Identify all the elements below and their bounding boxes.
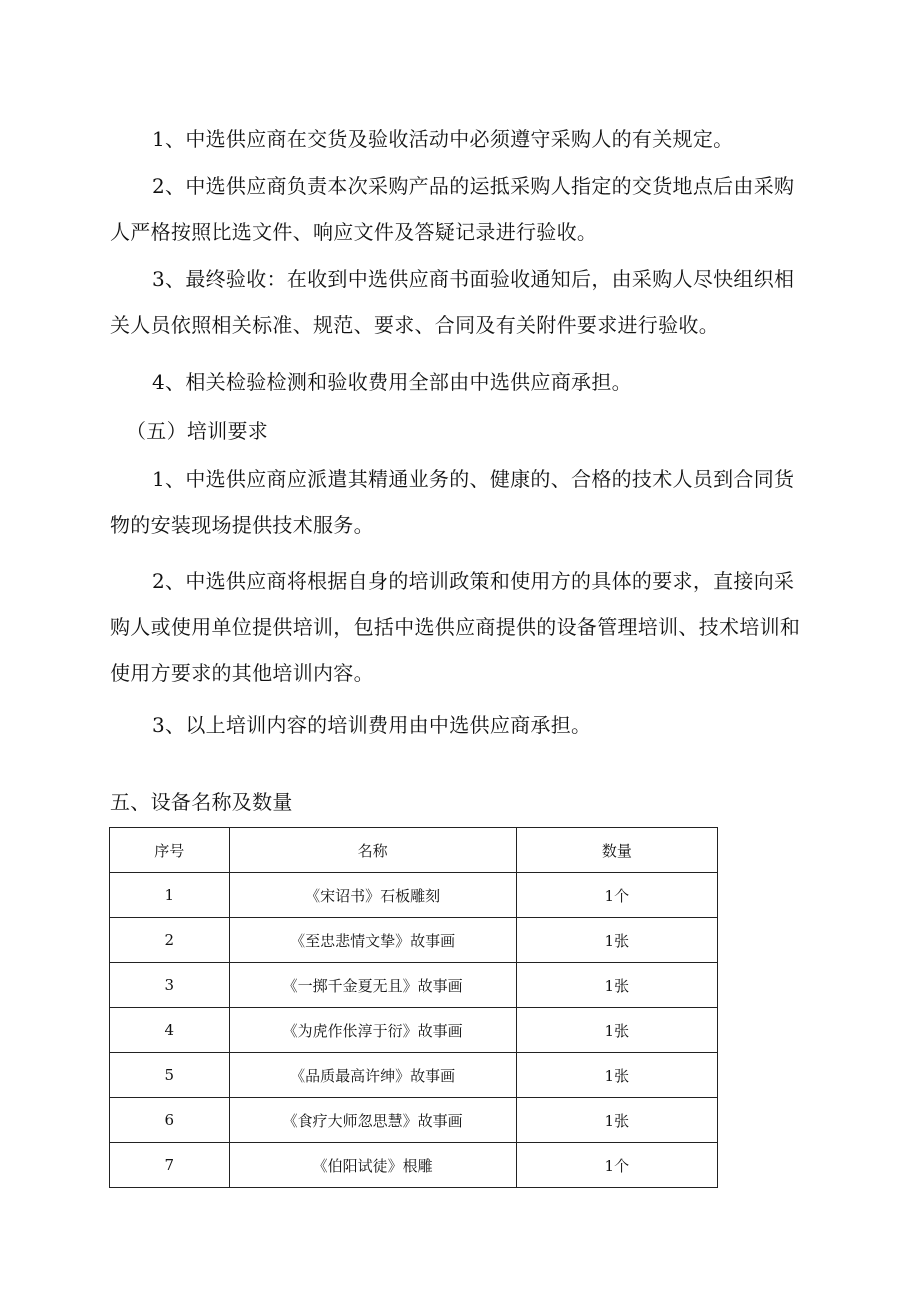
cell-quantity: 1张 <box>516 1053 717 1098</box>
header-serial-number: 序号 <box>110 828 230 873</box>
equipment-table <box>109 827 718 1188</box>
acceptance-clause-3: 3、最终验收：在收到中选供应商书面验收通知后，由采购人尽快组织相关人员依照相关标准、规范、要求、合同及有关附件要求进行验收。 <box>110 267 795 337</box>
table-row <box>110 963 718 1008</box>
acceptance-clause-2: 2、中选供应商负责本次采购产品的运抵采购人指定的交货地点后由采购人严格按照比选文件、响应文件及答疑记录进行验收。 <box>110 174 795 244</box>
acceptance-clause-4: 4、相关检验检测和验收费用全部由中选供应商承担。 <box>152 370 632 394</box>
table-header-row <box>110 828 718 873</box>
header-name: 名称 <box>229 828 516 873</box>
cell-quantity: 1张 <box>516 1098 717 1143</box>
cell-serial-number: 4 <box>110 1008 230 1053</box>
table-row <box>110 1053 718 1098</box>
header-quantity: 数量 <box>516 828 717 873</box>
table-row <box>110 918 718 963</box>
cell-serial-number: 1 <box>110 873 230 918</box>
cell-quantity: 1张 <box>516 963 717 1008</box>
cell-name: 《伯阳试徒》根雕 <box>229 1143 516 1188</box>
cell-serial-number: 5 <box>110 1053 230 1098</box>
training-clause-1: 1、中选供应商应派遣其精通业务的、健康的、合格的技术人员到合同货物的安装现场提供技术服务。 <box>110 467 795 537</box>
table-row <box>110 873 718 918</box>
cell-quantity: 1个 <box>516 1143 717 1188</box>
training-clause-3: 3、以上培训内容的培训费用由中选供应商承担。 <box>152 713 592 737</box>
training-heading: （五）培训要求 <box>126 419 269 443</box>
cell-serial-number: 2 <box>110 918 230 963</box>
equipment-section-title: 五、设备名称及数量 <box>110 790 293 814</box>
cell-quantity: 1张 <box>516 918 717 963</box>
cell-quantity: 1张 <box>516 1008 717 1053</box>
cell-serial-number: 3 <box>110 963 230 1008</box>
table-row <box>110 1143 718 1188</box>
training-clause-2: 2、中选供应商将根据自身的培训政策和使用方的具体的要求，直接向采购人或使用单位提供培训，包括中选供应商提供的设备管理培训、技术培训和使用方要求的其他培训内容。 <box>110 569 801 685</box>
cell-name: 《至忠悲情文挚》故事画 <box>229 918 516 963</box>
cell-name: 《品质最高许绅》故事画 <box>229 1053 516 1098</box>
cell-quantity: 1个 <box>516 873 717 918</box>
cell-name: 《一掷千金夏无且》故事画 <box>229 963 516 1008</box>
cell-serial-number: 7 <box>110 1143 230 1188</box>
table-row <box>110 1008 718 1053</box>
acceptance-clause-1: 1、中选供应商在交货及验收活动中必须遵守采购人的有关规定。 <box>152 127 734 151</box>
cell-name: 《为虎作伥淳于衍》故事画 <box>229 1008 516 1053</box>
cell-serial-number: 6 <box>110 1098 230 1143</box>
cell-name: 《宋诏书》石板雕刻 <box>229 873 516 918</box>
table-row <box>110 1098 718 1143</box>
cell-name: 《食疗大师忽思慧》故事画 <box>229 1098 516 1143</box>
